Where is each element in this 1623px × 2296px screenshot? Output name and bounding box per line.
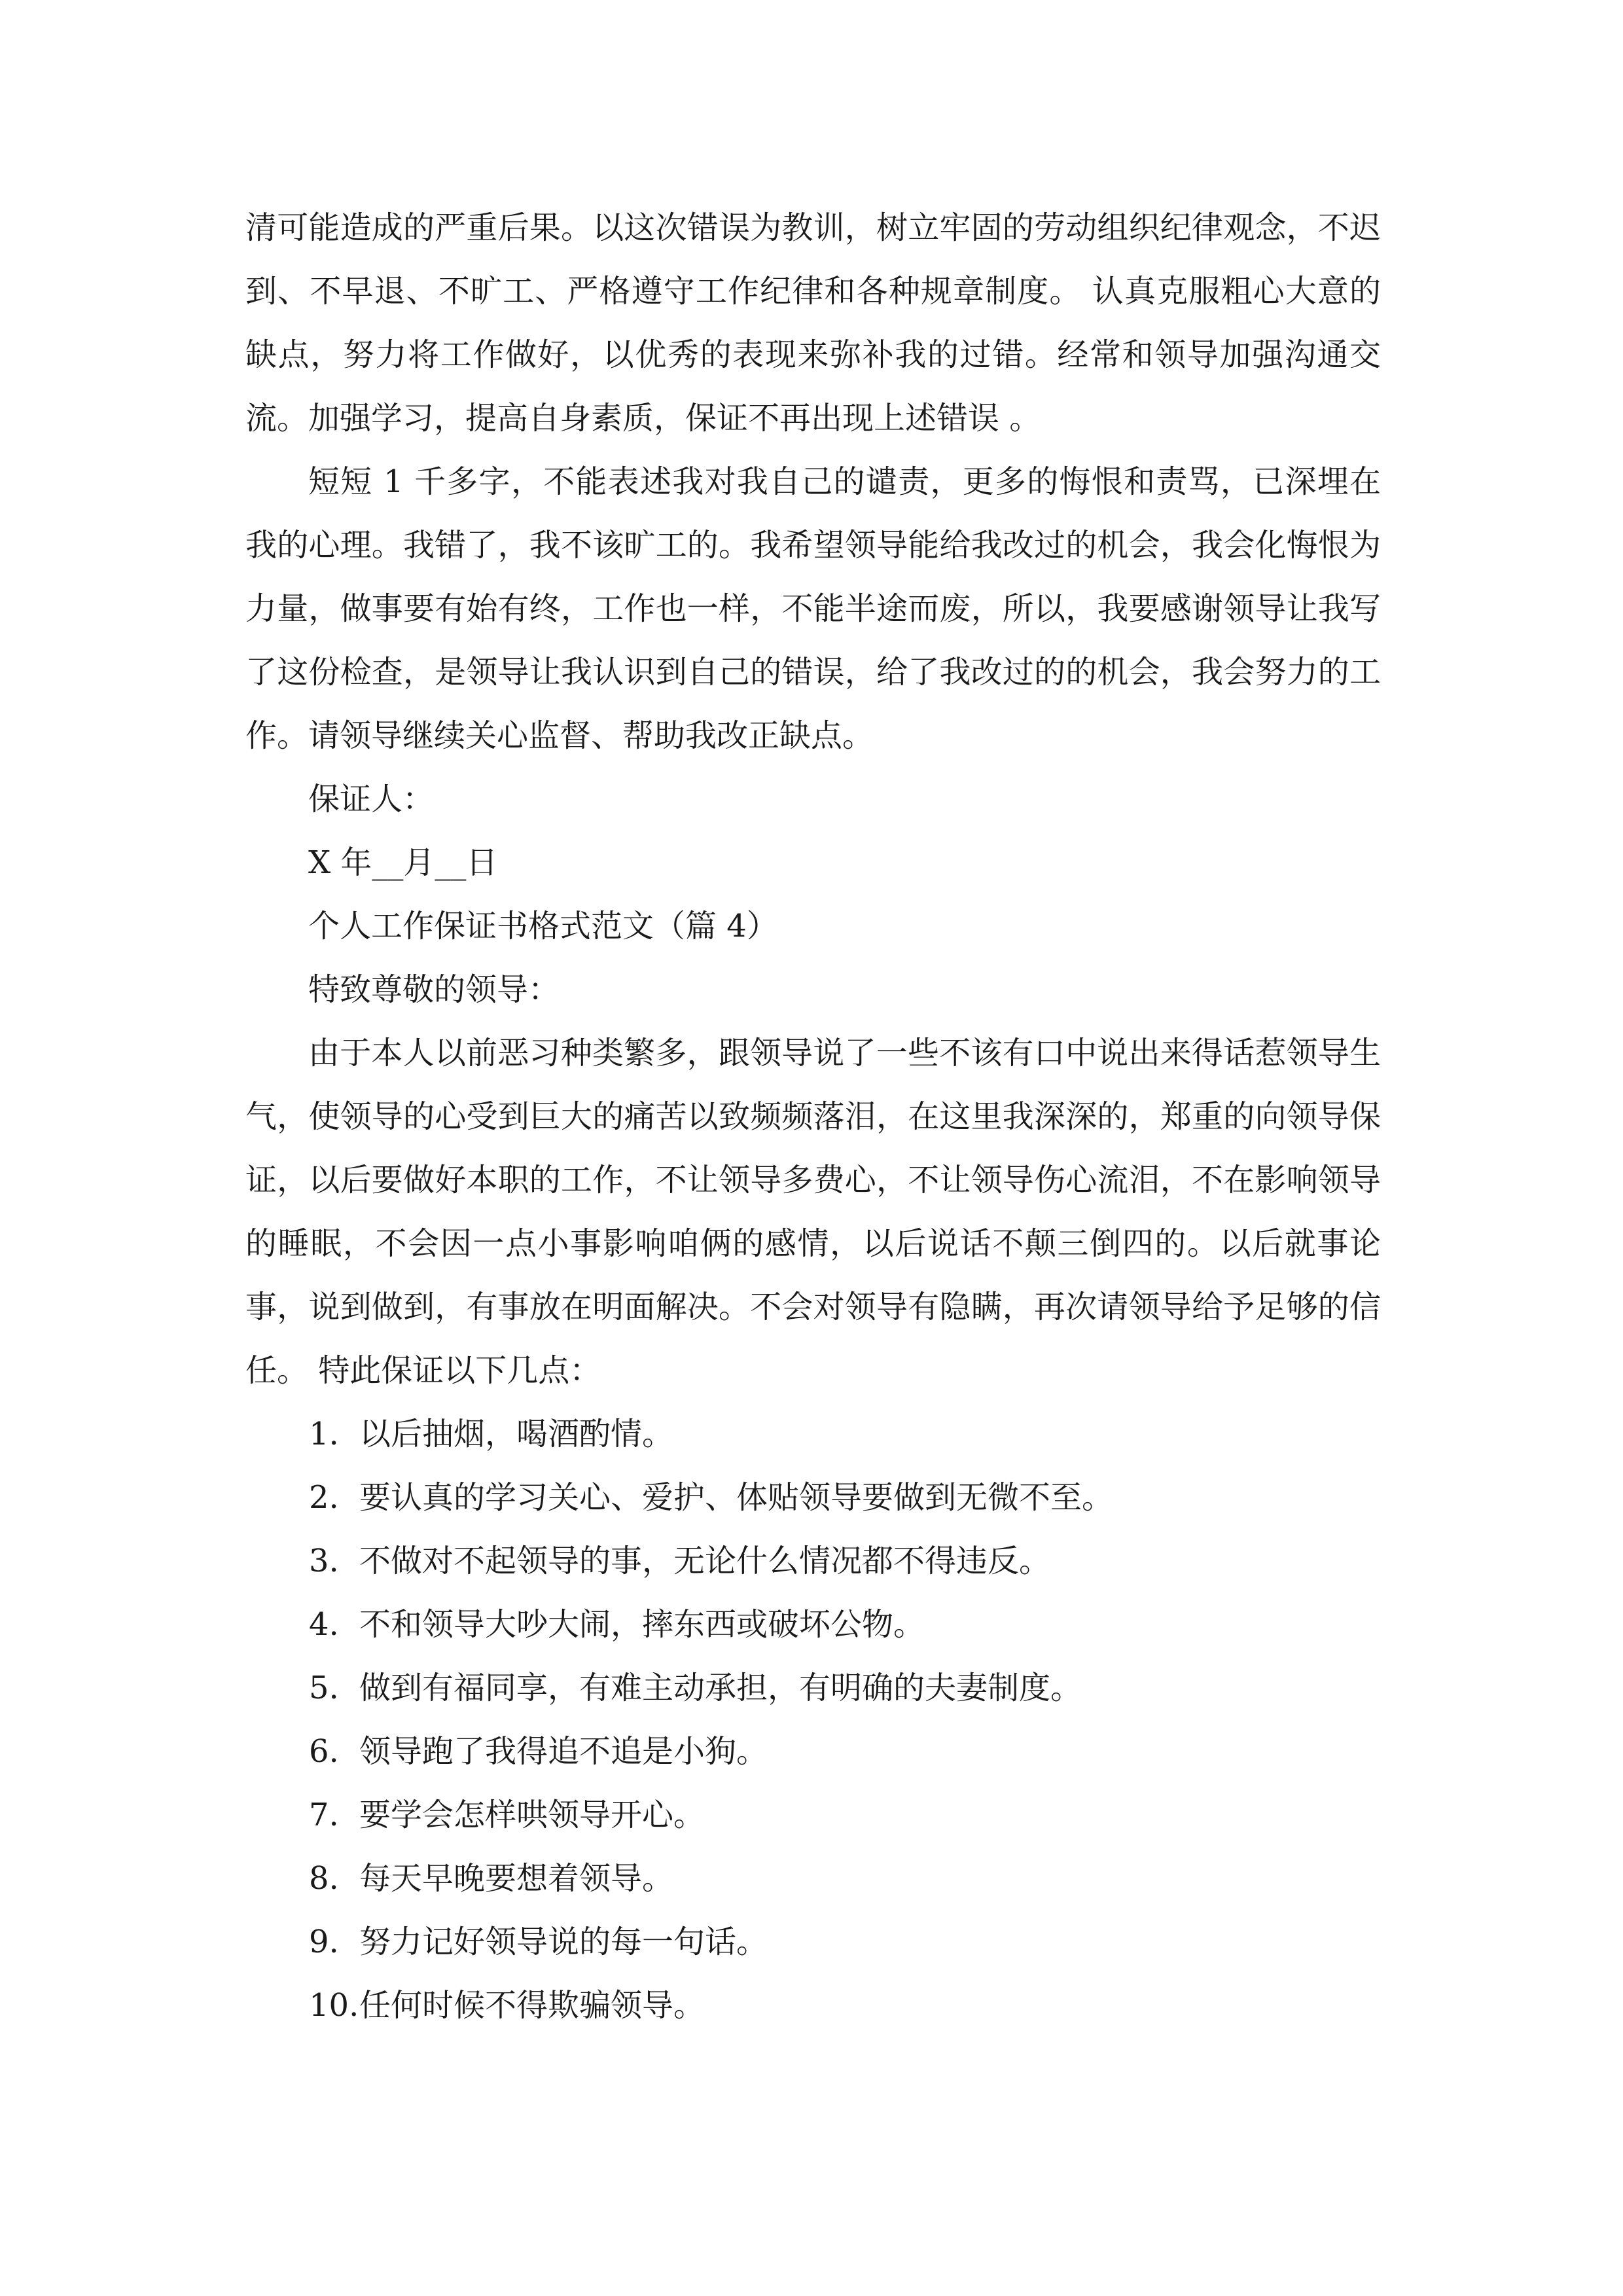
- list-item-text: 任何时候不得欺骗领导。: [359, 1987, 705, 2024]
- section-title: 个人工作保证书格式范文（篇 4）: [308, 908, 778, 944]
- date-line: X 年__月__日: [308, 844, 498, 881]
- paragraph-continuation: 清可能造成的严重后果。以这次错误为教训，树立牢固的劳动组织纪律观念，不迟到、不早退、不旷工、严格遵守工作纪律和各种规章制度。 认真克服粗心大意的缺点，努力将工作做好，以优秀的表现来弥补我的过错。经常和领导加强沟通交流。加强学习，提高自身素质，保证不再出现上述错误 。: [245, 209, 1381, 437]
- list-item-text: 做到有福同享，有难主动承担，有明确的夫妻制度。: [359, 1670, 1082, 1706]
- list-item: [245, 1403, 1381, 1466]
- list-item-text: 每天早晚要想着领导。: [359, 1860, 674, 1897]
- salutation: 特致尊敬的领导：: [308, 971, 560, 1008]
- list-item-number: 5.: [309, 1670, 339, 1706]
- list-item-number: 3.: [309, 1543, 339, 1579]
- list-item-text: 要认真的学习关心、爱护、体贴领导要做到无微不至。: [359, 1479, 1114, 1516]
- paragraph-body: 由于本人以前恶习种类繁多，跟领导说了一些不该有口中说出来得话惹领导生气，使领导的心受到巨大的痛苦以致频频落泪，在这里我深深的，郑重的向领导保证，以后要做好本职的工作，不让领导多费心，不让领导伤心流泪，不在影响领导的睡眠，不会因一点小事影响咱俩的感情，以后说话不颠三倒四的。以后就事论事，说到做到，有事放在明面解决。不会对领导有隐瞒，再次请领导给予足够的信任。 特此保证以下几点：: [245, 1035, 1381, 1389]
- list-item-number: 9.: [309, 1924, 339, 1960]
- list-item-text: 努力记好领导说的每一句话。: [359, 1924, 768, 1960]
- list-item: [245, 1910, 1381, 1974]
- list-item-number: 6.: [309, 1733, 339, 1770]
- list-item: [245, 1593, 1381, 1657]
- list-item-text: 要学会怎样哄领导开心。: [359, 1797, 705, 1833]
- list-item: [245, 1784, 1381, 1847]
- list-item: [245, 1530, 1381, 1593]
- guarantor-label: 保证人：: [308, 781, 435, 817]
- guarantee-list: [245, 1403, 1381, 2037]
- list-item: [245, 1466, 1381, 1530]
- list-item-number: 4.: [309, 1606, 339, 1643]
- list-item-number: 2.: [309, 1479, 339, 1516]
- document-body: [245, 196, 1381, 2037]
- list-item: [245, 1974, 1381, 2037]
- list-item: [245, 1720, 1381, 1784]
- list-item-number: 8.: [309, 1860, 339, 1897]
- paragraph-apology: 短短 1 千多字，不能表述我对我自己的谴责，更多的悔恨和责骂，已深埋在我的心理。我错了，我不该旷工的。我希望领导能给我改过的机会，我会化悔恨为力量，做事要有始有终，工作也一样，不能半途而废，所以，我要感谢领导让我写了这份检查，是领导让我认识到自己的错误，给了我改过的的机会，我会努力的工作。请领导继续关心监督、帮助我改正缺点。: [245, 463, 1381, 754]
- list-item-text: 不和领导大吵大闹，摔东西或破坏公物。: [359, 1606, 925, 1643]
- list-item-text: 不做对不起领导的事，无论什么情况都不得违反。: [359, 1543, 1051, 1579]
- list-item-number: 1.: [309, 1416, 339, 1452]
- list-item: [245, 1847, 1381, 1910]
- list-item: [245, 1657, 1381, 1720]
- list-item-number: 7.: [309, 1797, 339, 1833]
- list-item-text: 以后抽烟，喝酒酌情。: [359, 1416, 674, 1452]
- list-item-text: 领导跑了我得追不追是小狗。: [359, 1733, 768, 1770]
- list-item-number: 10.: [309, 1987, 359, 2024]
